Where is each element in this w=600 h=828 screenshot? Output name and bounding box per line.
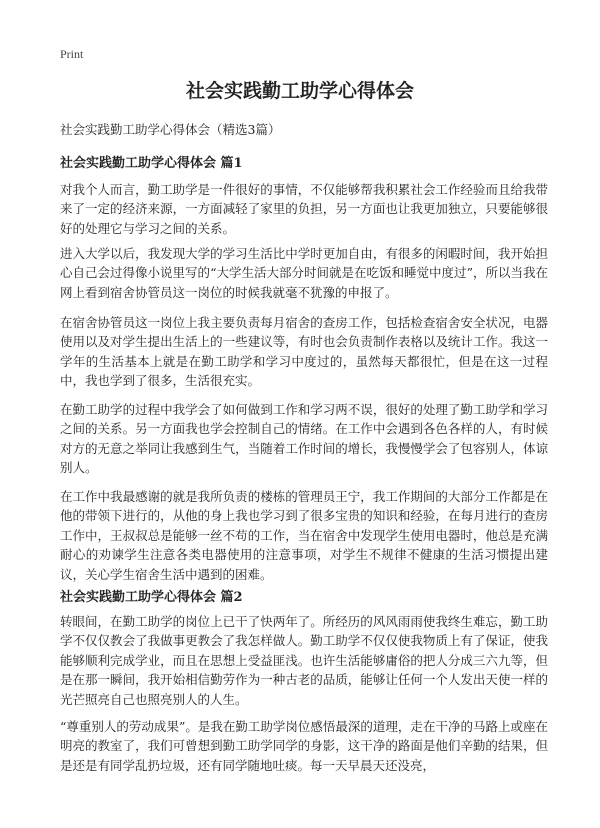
paragraph: 转眼间，在勤工助学的岗位上已干了快两年了。所经历的风风雨雨使我终生难忘，勤工助学不仅仅教会了我做事更教会了我怎样做人。勤工助学不仅仅使我物质上有了保证，使我能够顺利完成学业，而且在思想上受益匪浅。也许生活能够庸俗的把人分成三六九等，但是在那一瞬间，我开始相信勤劳作为一种古老的品质，能够让任何一个人发出天使一样的光芒照亮自己也照亮别人的人生。 — [60, 614, 548, 707]
paragraph: 在勤工助学的过程中我学会了如何做到工作和学习两不误，很好的处理了勤工助学和学习之间的关系。另一方面我也学会控制自己的情绪。在工作中会遇到各色各样的人，有时候对方的无意之举同让我感到生气，当随着工作时间的增长，我慢慢学会了包容别人，体谅别人。 — [60, 402, 548, 476]
document-subtitle: 社会实践勤工助学心得体会（精选3篇） — [60, 122, 281, 137]
paragraph: “尊重别人的劳动成果”。是我在勤工助学岗位感悟最深的道理，走在干净的马路上或座在明亮的教室了，我们可曾想到勤工助学同学的身影，这干净的路面是他们辛勤的结果，但是还是有同学乱扔垃圾，还有同学随地吐痰。每一天早晨天还没亮， — [60, 719, 548, 773]
paragraph: 对我个人而言，勤工助学是一件很好的事情，不仅能够帮我积累社会工作经验而且给我带来了一定的经济来源，一方面减轻了家里的负担，另一方面也让我更加独立，只要能够很好的处理它与学习之间的关系。 — [60, 182, 548, 236]
paragraph: 在宿舍协管员这一岗位上我主要负责每月宿舍的查房工作，包括检查宿舍安全状况，电器使用以及对学生提出生活上的一些建议等，有时也会负责制作表格以及统计工作。我这一学年的生活基本上就是在勤工助学和学习中度过的，虽然每天都很忙，但是在这一过程中，我也学到了很多，生活很充实。 — [60, 315, 548, 389]
section-heading-1: 社会实践勤工助学心得体会 篇1 — [60, 156, 243, 171]
paragraph: 进入大学以后，我发现大学的学习生活比中学时更加自由，有很多的闲暇时间，我开始担心自己会过得像小说里写的“大学生活大部分时间就是在吃饭和睡觉中度过”，所以当我在网上看到宿舍协管员这一岗位的时候我就毫不犹豫的申报了。 — [60, 246, 548, 300]
print-label[interactable]: Print — [60, 47, 84, 61]
page-title: 社会实践勤工助学心得体会 — [185, 80, 414, 102]
section-heading-2: 社会实践勤工助学心得体会 篇2 — [60, 590, 243, 605]
paragraph: 在工作中我最感谢的就是我所负责的楼栋的管理员王宁，我工作期间的大部分工作都是在他的带领下进行的，从他的身上我也学习到了很多宝贵的知识和经验，在每月进行的查房工作中，王叔叔总是能够一丝不苟的工作，当在宿舍中发现学生使用电器时，他总是充满耐心的劝谏学生注意各类电器使用的注意事项，对学生不规律不健康的生活习惯提出建议，关心学生宿舍生活中遇到的困难。 — [60, 489, 548, 582]
